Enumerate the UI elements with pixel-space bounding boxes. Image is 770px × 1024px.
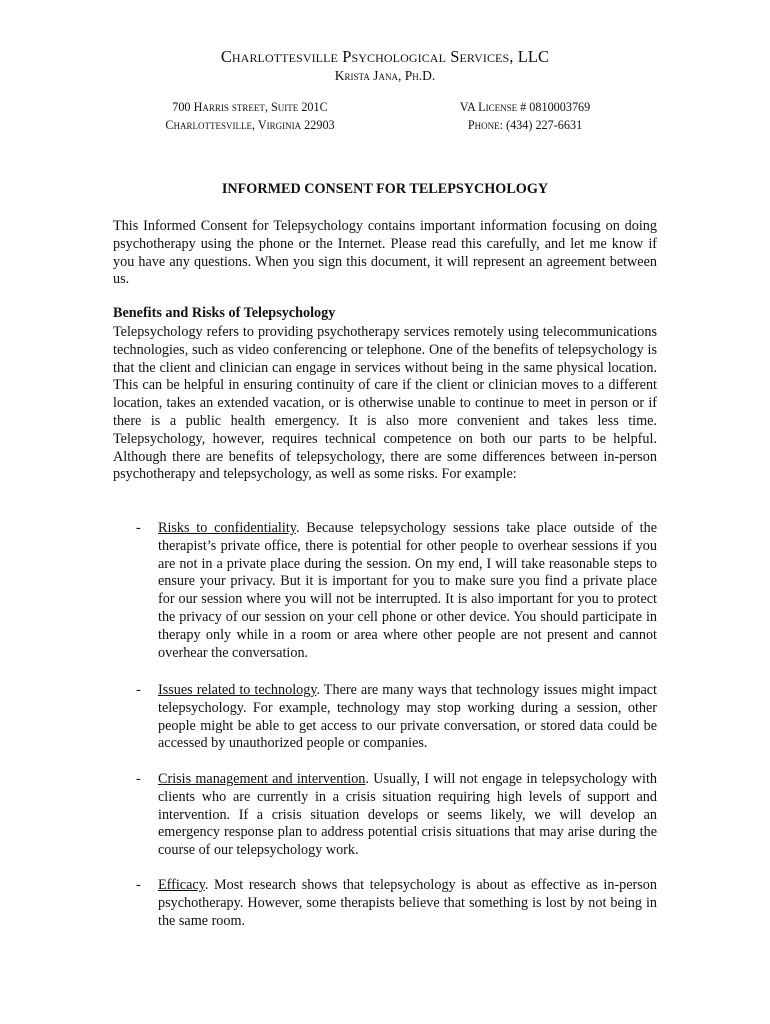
list-bullet: - — [136, 682, 141, 698]
list-item-term: Issues related to technology — [158, 682, 317, 698]
list-item-body: . There are many ways that technology issues might impact telepsychology. For example, technology may stop working during a session, other people might be able to get access to our private conversation, or stored data could be accessed by unauthorized people or companies. — [158, 682, 657, 752]
clinician-name: Krista Jana, Ph.D. — [334, 68, 436, 83]
list-item — [113, 877, 657, 930]
list-item-body: . Usually, I will not engage in telepsychology with clients who are currently in a crisis situation requiring high levels of support and intervention. If a crisis situation develops or seems likely, we will develop an emergency response plan to address potential crisis situations that may arise during the course of our telepsychology work. — [158, 771, 657, 859]
list-item-term: Crisis management and intervention — [158, 771, 366, 787]
list-item-text — [158, 771, 657, 860]
list-bullet: - — [136, 520, 141, 536]
section-paragraph: Telepsychology refers to providing psychotherapy services remotely using telecommunications technologies, such as video conferencing or telephone. One of the benefits of telepsychology is that the client and clinician can engage in services without being in the same physical location. This can be helpful in ensuring continuity of care if the client or clinician moves to a different location, takes an extended vacation, or is otherwise unable to continue to meet in person or if there is a public health emergency. It is also more convenient and takes less time. Telepsychology, however, requires technical competence on both our parts to be helpful. Although there are benefits of telepsychology, there are some differences between in-person psychotherapy and telepsychology, as well as some risks. For example: — [113, 324, 657, 483]
list-item — [113, 520, 657, 662]
list-item — [113, 682, 657, 753]
address-line-2: Charlottesville, Virginia 22903 — [165, 117, 335, 132]
address-block — [135, 99, 365, 134]
list-item-text — [158, 520, 657, 662]
list-item-term: Risks to confidentiality — [158, 520, 296, 536]
list-bullet: - — [136, 877, 141, 893]
firm-name: Charlottesville Psychological Services, LLC — [220, 47, 550, 66]
list-item-text — [158, 877, 657, 930]
list-item-text — [158, 682, 657, 753]
list-item — [113, 771, 657, 860]
list-item-body: . Because telepsychology sessions take place outside of the therapist’s private office, there is potential for other people to overhear sessions if you are not in a private place during the session. On my end, I will take reasonable steps to ensure your privacy. But it is important for you to make sure you find a private place for our session where you will not be interrupted. It is also important for you to protect the privacy of our session on your cell phone or other device. You should participate in therapy only while in a room or area where other people are not present and cannot overhear the conversation. — [158, 520, 657, 661]
section-heading: Benefits and Risks of Telepsychology — [113, 305, 336, 321]
document-title: INFORMED CONSENT FOR TELEPSYCHOLOGY — [221, 181, 549, 197]
license-number: VA License # 0810003769 — [459, 100, 591, 114]
list-bullet: - — [136, 771, 141, 787]
contact-block — [410, 99, 640, 134]
phone-number: Phone: (434) 227-6631 — [467, 117, 583, 132]
list-item-body: . Most research shows that telepsychology is about as effective as in-person psychotherapy. However, some therapists believe that something is lost by not being in the same room. — [158, 877, 657, 929]
address-line-1: 700 Harris street, Suite 201C — [172, 100, 328, 114]
intro-paragraph: This Informed Consent for Telepsychology contains important information focusing on doing psychotherapy using the phone or the Internet. Please read this carefully, and let me know if you have any questions. When you sign this document, it will represent an agreement between us. — [113, 218, 657, 288]
list-item-term: Efficacy — [158, 877, 205, 893]
